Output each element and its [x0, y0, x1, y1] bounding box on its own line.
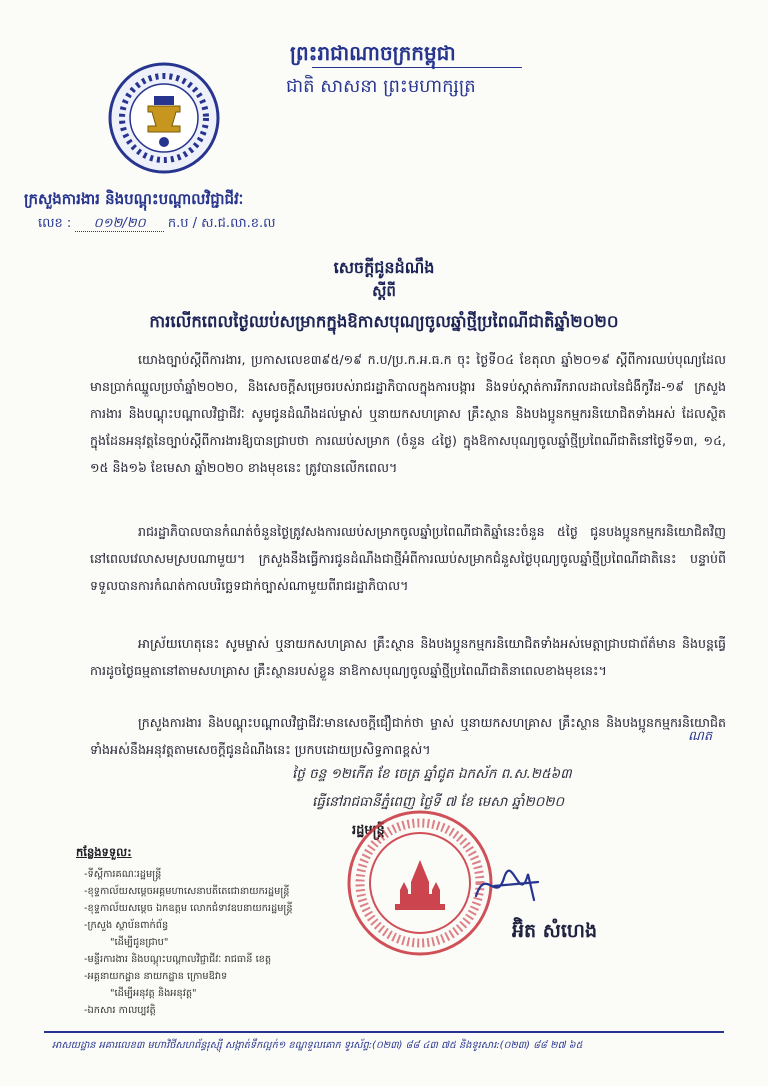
reference-label: លេខ — [38, 216, 63, 231]
body-paragraph-4: ក្រសួងការងារ និងបណ្តុះបណ្តាលវិជ្ជាជីវៈមានសេចក្តីជឿជាក់ថា ម្ចាស់ ឬនាយកសហគ្រាស គ្រឹះស្ថាន និងបងប្អូនកម្មករនិយោជិតទាំងអស់នឹងអនុវត្តតាមសេចក្តីជូនដំណឹងនេះ ប្រកបដោយប្រសិទ្ធភាពខ្ពស់។ — [90, 715, 726, 757]
header-divider — [312, 67, 522, 68]
national-motto: ជាតិ សាសនា ព្រះមហាក្សត្រ — [286, 76, 476, 97]
lunar-date: ថ្ងៃ ចន្ទ ១២កើត ខែ ចេត្រ ឆ្នាំជូត ឯកស័ក ព.ស.២៥៦៣ — [292, 766, 572, 782]
recipient-item: -ខុទ្ទកាល័យសម្តេចអគ្គមហាសេនាបតីតេជោនាយករដ្ឋមន្ត្រី — [84, 886, 290, 897]
reference-suffix: ក.ប / ស.ជ.លា.ខ.ល — [167, 216, 276, 231]
minister-title: រដ្ឋមន្ត្រី — [352, 823, 385, 838]
recipient-item: -អគ្គនាយកដ្ឋាន នាយកដ្ឋាន ក្រោមឱវាទ — [84, 971, 228, 982]
recipient-item: -មន្ទីរការងារ និងបណ្តុះបណ្តាលវិជ្ជាជីវៈ រាជធានី ខេត្ត — [84, 954, 272, 965]
recipient-item: "ដើម្បីជូនជ្រាប" — [110, 937, 169, 948]
body-paragraph-2: រាជរដ្ឋាភិបាលបានកំណត់ចំនួនថ្ងៃត្រូវសងការឈប់សម្រាកចូលឆ្នាំប្រពៃណីជាតិឆ្នាំនេះចំនួន ៥ថ្ងៃ ជូនបងប្អូនកម្មករនិយោជិតវិញ នៅពេលវេលាសមស្របណាមួយ។ ក្រសួងនឹងធ្វើការជូនដំណឹងជាថ្មីអំពីការឈប់សម្រាកជំនួសថ្ងៃបុណ្យចូលឆ្នាំថ្មីប្រពៃណីជាតិនេះ បន្ទាប់ពីទទួលបានការកំណត់កាលបរិច្ឆេទជាក់ច្បាស់ណាមួយពីរាជរដ្ឋាភិបាល។ — [90, 524, 726, 593]
signature — [468, 856, 548, 916]
recipient-item: "ដើម្បីអនុវត្ត និងអនុវត្ត" — [110, 988, 197, 999]
recipient-item: -ខុទ្ទកាល័យសម្តេច ឯកឧត្តម លោកជំទាវឧបនាយករដ្ឋមន្ត្រី — [84, 903, 293, 914]
signatory-name: អ៊ិត សំហេង — [512, 920, 598, 942]
reference-number: លេខ : ០១២/២០ ក.ប / ស.ជ.លា.ខ.ល — [38, 216, 276, 231]
notice-subtitle: ស្តីពី — [372, 282, 396, 300]
solar-date: ធ្វើនៅរាជធានីភ្នំពេញ ថ្ងៃទី ៧ ខែ មេសា ឆ្នាំ២០២០ — [312, 794, 565, 810]
notice-title: សេចក្តីជូនដំណឹង — [333, 258, 435, 277]
ministry-name: ក្រសួងការងារ និងបណ្តុះបណ្តាលវិជ្ជាជីវៈ — [24, 190, 244, 208]
kingdom-heading: ព្រះរាជាណាចក្រកម្ពុជា — [290, 41, 456, 65]
recipient-item: -ទីស្តីការគណៈរដ្ឋមន្ត្រី — [84, 869, 162, 880]
notice-subject: ការលើកពេលថ្ងៃឈប់សម្រាកក្នុងឱកាសបុណ្យចូលឆ្នាំថ្មីប្រពៃណីជាតិឆ្នាំ២០២០ — [149, 312, 619, 331]
footer-divider — [44, 1031, 724, 1033]
ministry-logo — [108, 62, 220, 174]
footer-address: អាសយដ្ឋាន អគារលេខ៣ មហាវិថីសហព័ន្ធរុស្ស៊ី សង្កាត់ទឹកល្អក់១ ខណ្ឌទួលគោក ទូរស័ព្ទ:(០២៣) ៨៨ ៤៣ ៧៥ និងទូរសារ:(០២៣) ៨៨ ២៧ ៦៥ — [52, 1040, 583, 1051]
recipient-item: -ឯកសារ កាលប្បវត្តិ — [84, 1005, 156, 1016]
reference-value: ០១២/២០ — [75, 216, 163, 232]
body-paragraph-1: យោងច្បាប់ស្តីពីការងារ, ប្រកាសលេខ៣៩៥/១៩ ក.ប/ប្រ.ក.អ.ធ.ក ចុះ ថ្ងៃទី០៤ ខែតុលា ឆ្នាំ២០១៩ ស្តីពីការឈប់បុណ្យដែលមានប្រាក់ឈ្នួលប្រចាំឆ្នាំ២០២០, និងសេចក្តីសម្រេចរបស់រាជរដ្ឋាភិបាលក្នុងការបង្ការ និងទប់ស្កាត់ការរីករាលដាលនៃជំងឺកូវីដ-១៩ ក្រសួងការងារ និងបណ្តុះបណ្តាលវិជ្ជាជីវៈ សូមជូនដំណឹងដល់ម្ចាស់ ឬនាយកសហគ្រាស គ្រឹះស្ថាន និងបងប្អូនកម្មករនិយោជិតទាំងអស់ ដែលស្ថិតក្នុងដែនអនុវត្តនៃច្បាប់ស្តីពីការងារឱ្យបានជ្រាបថា ការឈប់សម្រាក (ចំនួន ៤ថ្ងៃ) ក្នុងឱកាសបុណ្យចូលឆ្នាំថ្មីប្រពៃណីជាតិនៅថ្ងៃទី១៣, ១៤, ១៥ និង១៦ ខែមេសា ឆ្នាំ២០២០ ខាងមុខនេះ ត្រូវបានលើកពេល។ — [90, 352, 726, 475]
recipient-item: -ក្រសួង ស្ថាប័នពាក់ព័ន្ធ — [84, 920, 169, 931]
recipients-heading: កន្លែងទទួល: — [76, 845, 132, 859]
handwritten-initials: ណត — [688, 729, 713, 744]
body-paragraph-3: អាស្រ័យហេតុនេះ សូមម្ចាស់ ឬនាយកសហគ្រាស គ្រឹះស្ថាន និងបងប្អូនកម្មករនិយោជិតទាំងអស់មេត្តាជ្រាបជាព័ត៌មាន និងបន្តធ្វើការដូចថ្ងៃធម្មតានៅតាមសហគ្រាស គ្រឹះស្ថានរបស់ខ្លួន នាឱកាសបុណ្យចូលឆ្នាំថ្មីប្រពៃណីជាតិនាពេលខាងមុខនេះ។ — [90, 636, 726, 678]
